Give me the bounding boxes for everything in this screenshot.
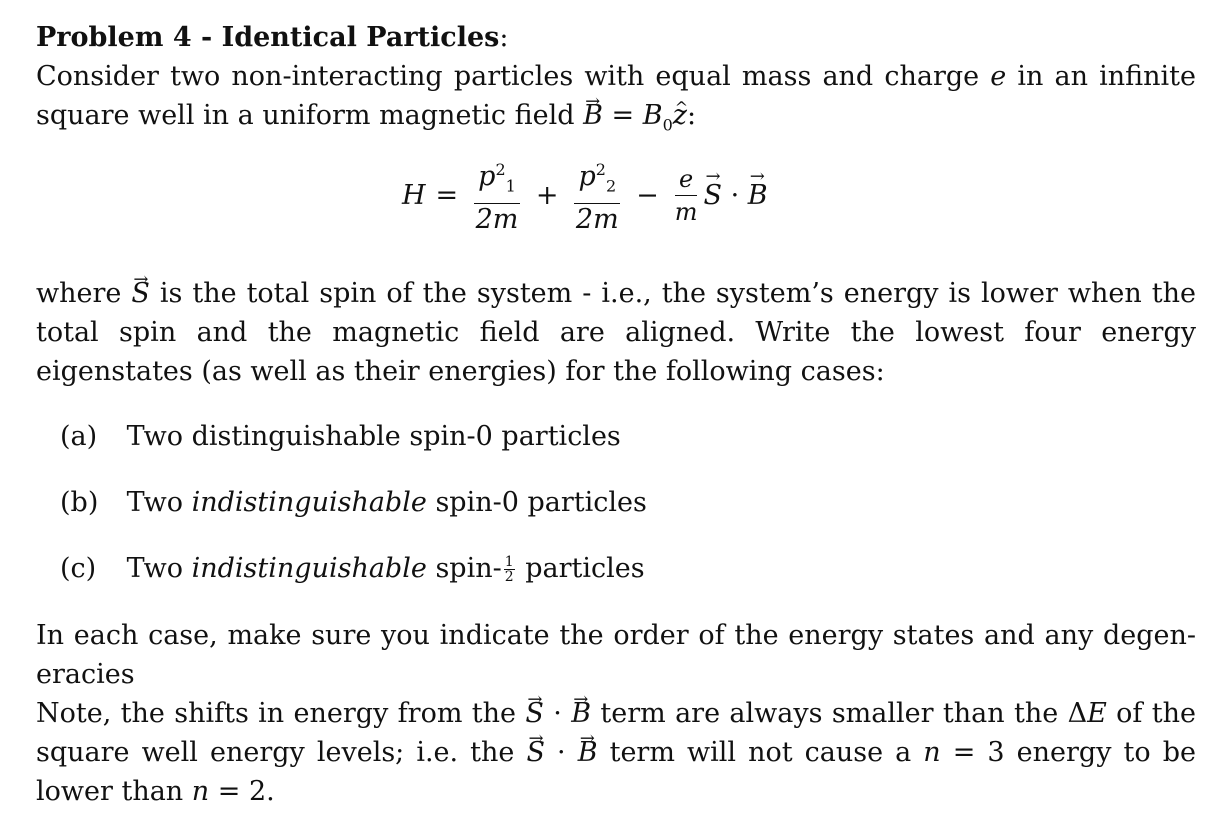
where-paragraph bbox=[36, 274, 1196, 391]
case-list bbox=[60, 404, 647, 602]
n-symbol-2: n bbox=[191, 776, 210, 807]
b0-symbol: B bbox=[642, 100, 663, 131]
delta-e-symbol: ΔE bbox=[1067, 698, 1107, 729]
intro-text-c: : bbox=[687, 100, 697, 131]
half-numerator: 1 bbox=[504, 554, 514, 570]
note-text-c: of the square well energy levels; i.e. the bbox=[36, 698, 1196, 768]
case-c-post: spin- bbox=[435, 553, 502, 584]
instruction-paragraph: In each case, make sure you indicate the order of the energy states and any degen- eracies bbox=[36, 620, 1196, 690]
kinetic-denominator-2: 2m bbox=[575, 203, 619, 235]
where-text-a: where bbox=[36, 278, 122, 309]
note-text-f: = 2. bbox=[217, 776, 275, 807]
note-text-a: Note, the shifts in energy from the bbox=[36, 698, 517, 729]
intro-text-b: in an infinite square well in a uniform magnetic field bbox=[36, 61, 1196, 131]
where-text-b: is the total spin of the system - i.e., the system’s energy is lower when the total spin and the magnetic field are aligned. Write the lowest four energy eigenstates (as well as their energies) for the following cases: bbox=[36, 278, 1196, 387]
b-vector-symbol: → B bbox=[583, 96, 603, 135]
problem-title bbox=[36, 18, 1196, 57]
case-c-end: particles bbox=[525, 553, 645, 584]
case-b bbox=[60, 470, 647, 536]
p2-sup: 2 bbox=[595, 160, 606, 180]
intro-paragraph: Consider two non-interacting particles with equal mass and charge e in an infinite square well in a uniform magnetic field → $B = B_0\^{}$ z: bbox=[36, 57, 1196, 144]
case-c-emphasis: indistinguishable bbox=[191, 553, 427, 584]
note-dot-product-2: → S · → B bbox=[526, 737, 597, 768]
case-b-label: (b) bbox=[60, 487, 99, 518]
spin-field-dot-product: → S · → B bbox=[704, 180, 768, 211]
problem-title-text: Problem 4 - Identical Particles bbox=[36, 22, 500, 53]
case-b-post: spin-0 particles bbox=[435, 487, 647, 518]
note-text-d: term will not cause a bbox=[609, 737, 912, 768]
p1-base: p bbox=[478, 161, 496, 193]
note-paragraph bbox=[36, 694, 1196, 811]
kinetic-term-1 bbox=[474, 154, 520, 235]
p1-sup: 2 bbox=[495, 160, 506, 180]
title-colon: : bbox=[499, 22, 509, 53]
problem-page bbox=[36, 18, 1196, 144]
zeeman-denominator: m bbox=[674, 197, 698, 226]
equals-sign: = bbox=[435, 179, 459, 211]
equation-lhs: H bbox=[402, 179, 426, 211]
s-vector-symbol: → S bbox=[131, 274, 150, 313]
case-c bbox=[60, 536, 647, 602]
hamiltonian-equation bbox=[402, 150, 768, 240]
zeeman-coefficient bbox=[675, 163, 698, 228]
half-denominator: 2 bbox=[504, 569, 514, 585]
kinetic-term-2 bbox=[574, 154, 620, 235]
note-dot-product-1: → S · → B bbox=[525, 698, 591, 729]
zeeman-numerator: e bbox=[675, 163, 697, 196]
p2-base: p bbox=[578, 161, 596, 193]
instruction-block bbox=[36, 616, 1196, 811]
note-text-e: = 3 energy to be lower than bbox=[36, 737, 1196, 807]
plus-sign: + bbox=[535, 179, 559, 211]
intro-text-a: Consider two non-interacting particles with equal mass and charge bbox=[36, 61, 980, 92]
z-hat-symbol: ^ z bbox=[673, 96, 687, 135]
minus-sign: − bbox=[636, 179, 659, 211]
n-symbol-1: n bbox=[923, 737, 941, 768]
case-a-label: (a) bbox=[60, 421, 98, 452]
where-block bbox=[36, 274, 1196, 391]
note-text-b: term are always smaller than the bbox=[600, 698, 1059, 729]
p2-sub: 2 bbox=[605, 176, 617, 196]
case-c-pre: Two bbox=[126, 553, 184, 584]
kinetic-denominator-1: 2m bbox=[475, 203, 519, 235]
case-c-label: (c) bbox=[60, 553, 97, 584]
p1-sub: 1 bbox=[505, 176, 516, 196]
charge-symbol: e bbox=[990, 61, 1007, 92]
case-a-text: Two distinguishable spin-0 particles bbox=[126, 421, 621, 452]
case-b-emphasis: indistinguishable bbox=[191, 487, 427, 518]
case-b-pre: Two bbox=[126, 487, 184, 518]
case-a bbox=[60, 404, 647, 470]
half-fraction bbox=[504, 555, 515, 584]
